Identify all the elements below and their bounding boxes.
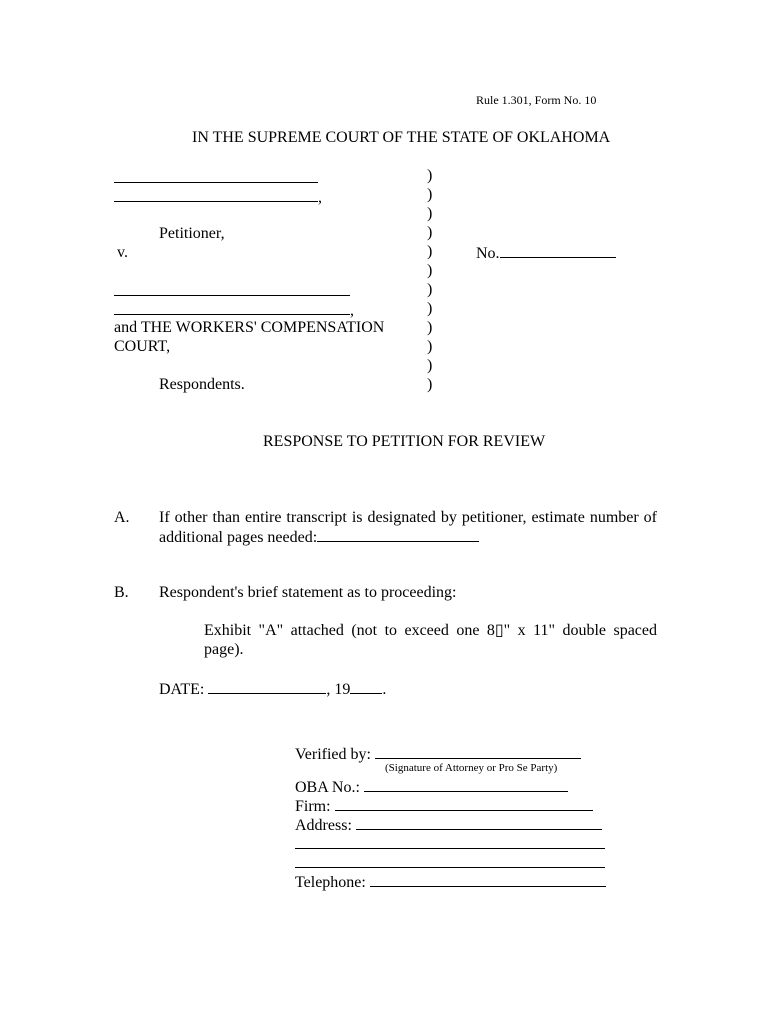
- wcc-line-2: COURT,: [114, 338, 171, 355]
- date-year-field[interactable]: [350, 679, 382, 694]
- respondent-comma: ,: [350, 302, 354, 319]
- document-title: RESPONSE TO PETITION FOR REVIEW: [263, 433, 546, 450]
- paren: ): [427, 319, 433, 336]
- caption-parentheses: [427, 166, 437, 394]
- telephone-row: [295, 872, 606, 892]
- telephone-field[interactable]: [370, 872, 606, 887]
- oba-row: [295, 777, 568, 797]
- address-row-3[interactable]: [295, 853, 605, 873]
- firm-row: [295, 796, 593, 816]
- paren: ): [427, 376, 433, 393]
- paren: ): [427, 281, 433, 298]
- exhibit-text: Exhibit "A" attached (not to exceed one 8▯" x 11" double spaced page).: [204, 622, 657, 658]
- address-row-2[interactable]: [295, 834, 605, 854]
- item-a-label: If other than entire transcript is designated by petitioner, estimate number of additional pages needed:: [159, 509, 657, 546]
- firm-label: Firm:: [295, 798, 331, 815]
- item-a-letter: A.: [114, 509, 130, 526]
- item-b-letter: B.: [114, 584, 129, 601]
- paren: ): [427, 167, 433, 184]
- paren: ): [427, 300, 433, 317]
- item-a-text: [159, 508, 657, 547]
- respondent-name-line-2[interactable]: [114, 300, 354, 320]
- petitioner-name-line-2[interactable]: [114, 187, 322, 207]
- petitioner-name-line-1[interactable]: [114, 168, 318, 188]
- item-b-text: Respondent's brief statement as to proceeding:: [159, 584, 457, 601]
- verified-by-label: Verified by:: [295, 746, 371, 763]
- rule-reference: Rule 1.301, Form No. 10: [476, 93, 597, 107]
- paren: ): [427, 224, 433, 241]
- address-field-1[interactable]: [356, 815, 602, 830]
- petitioner-comma: ,: [318, 189, 322, 206]
- date-year-prefix: , 19: [326, 681, 351, 698]
- address-label: Address:: [295, 817, 352, 834]
- case-number[interactable]: [476, 243, 616, 263]
- firm-field[interactable]: [335, 796, 593, 811]
- date-field[interactable]: [208, 679, 326, 694]
- paren: ): [427, 186, 433, 203]
- respondent-name-line-1[interactable]: [114, 281, 350, 301]
- signature-field[interactable]: [375, 744, 581, 759]
- petitioner-label: Petitioner,: [159, 225, 225, 242]
- date-end: .: [382, 681, 387, 698]
- oba-label: OBA No.:: [295, 779, 360, 796]
- pages-needed-field[interactable]: [317, 527, 479, 542]
- paren: ): [427, 243, 433, 260]
- paren: ): [427, 338, 433, 355]
- date-line: [159, 679, 386, 699]
- signature-caption: (Signature of Attorney or Pro Se Party): [385, 762, 558, 774]
- date-label: DATE:: [159, 681, 205, 698]
- verified-by-row: [295, 744, 581, 764]
- case-number-label: No.: [476, 245, 500, 262]
- wcc-line-1: and THE WORKERS' COMPENSATION: [114, 319, 385, 336]
- respondents-label: Respondents.: [159, 376, 245, 393]
- versus-label: v.: [117, 244, 128, 261]
- court-title: IN THE SUPREME COURT OF THE STATE OF OKLAHOMA: [192, 129, 611, 146]
- telephone-label: Telephone:: [295, 874, 366, 891]
- paren: ): [427, 262, 433, 279]
- paren: ): [427, 357, 433, 374]
- address-row: [295, 815, 602, 835]
- paren: ): [427, 205, 433, 222]
- oba-field[interactable]: [364, 777, 568, 792]
